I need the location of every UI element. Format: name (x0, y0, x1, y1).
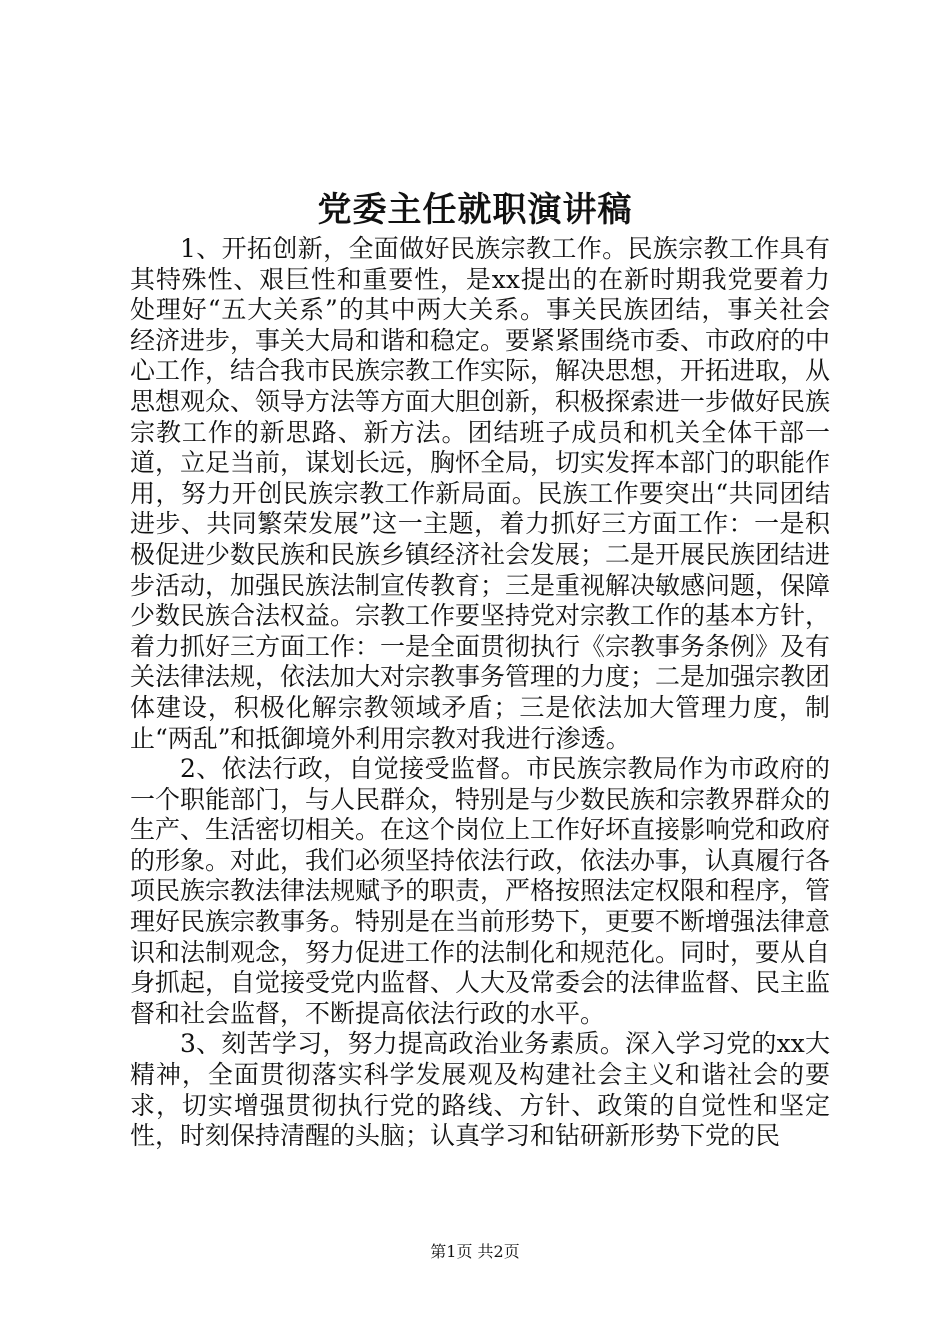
paragraph-2: 2、依法行政，自觉接受监督。市民族宗教局作为市政府的一个职能部门，与人民群众，特别是与少数民族和宗教界群众的生产、生活密切相关。在这个岗位上工作好坏直接影响党和政府的形象。对此，我们必须坚持依法行政，依法办事，认真履行各项民族宗教法律法规赋予的职责，严格按照法定权限和程序，管理好民族宗教事务。特别是在当前形势下，更要不断增强法律意识和法制观念，努力促进工作的法制化和规范化。同时，要从自身抓起，自觉接受党内监督、人大及常委会的法律监督、民主监督和社会监督，不断提高依法行政的水平。 (130, 754, 831, 1028)
paragraph-3: 3、刻苦学习，努力提高政治业务素质。深入学习党的xx大精神，全面贯彻落实科学发展观及构建社会主义和谐社会的要求，切实增强贯彻执行党的路线、方针、政策的自觉性和坚定性，时刻保持清醒的头脑；认真学习和钻研新形势下党的民 (130, 1029, 830, 1151)
document-title: 党委主任就职演讲稿 (317, 190, 633, 230)
document-body (130, 234, 830, 1152)
paragraph-1: 1、开拓创新，全面做好民族宗教工作。民族宗教工作具有其特殊性、艰巨性和重要性，是xx提出的在新时期我党要着力处理好“五大关系”的其中两大关系。事关民族团结，事关社会经济进步，事关大局和谐和稳定。要紧紧围绕市委、市政府的中心工作，结合我市民族宗教工作实际，解决思想，开拓进取，从思想观众、领导方法等方面大胆创新，积极探索进一步做好民族宗教工作的新思路、新方法。团结班子成员和机关全体干部一道，立足当前，谋划长远，胸怀全局，切实发挥本部门的职能作用，努力开创民族宗教工作新局面。民族工作要突出“共同团结进步、共同繁荣发展”这一主题，着力抓好三方面工作：一是积极促进少数民族和民族乡镇经济社会发展；二是开展民族团结进步活动，加强民族法制宣传教育；三是重视解决敏感问题，保障少数民族合法权益。宗教工作要坚持党对宗教工作的基本方针，着力抓好三方面工作：一是全面贯彻执行《宗教事务条例》及有关法律法规，依法加大对宗教事务管理的力度；二是加强宗教团体建设，积极化解宗教领域矛盾；三是依法加大管理力度，制止“两乱”和抵御境外利用宗教对我进行渗透。 (130, 234, 831, 753)
page-footer: 第1页 共2页 (430, 1242, 520, 1261)
